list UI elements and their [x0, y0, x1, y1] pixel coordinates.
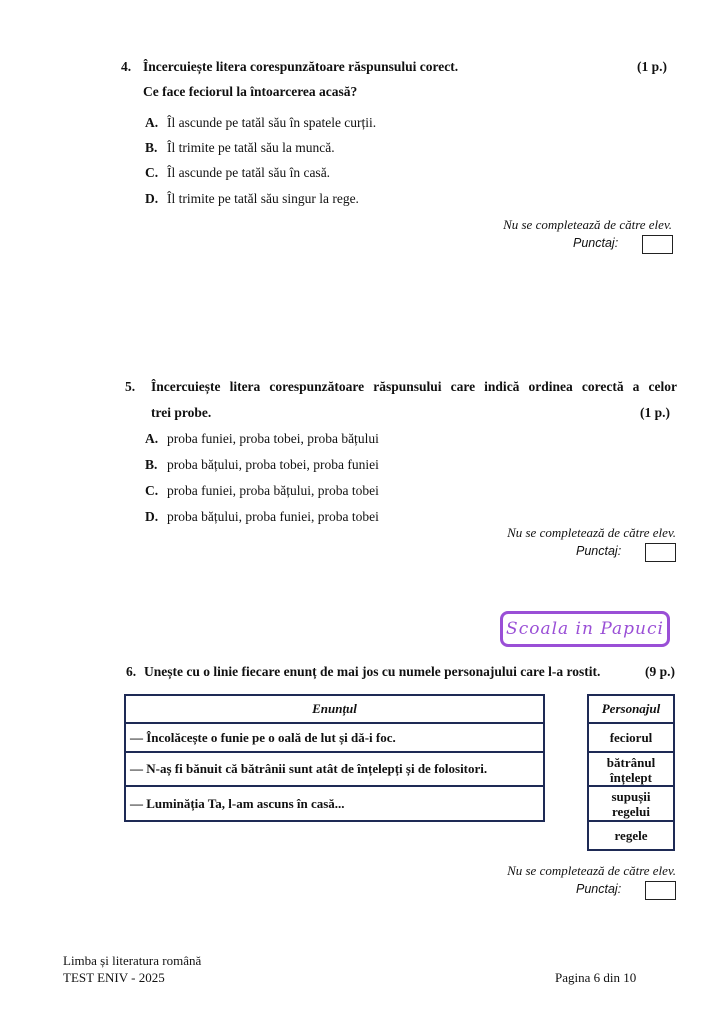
q4-option-c[interactable] [145, 165, 330, 181]
option-text: Îl ascunde pe tatăl său în casă. [167, 165, 331, 180]
q4-punctaj-label: Punctaj: [573, 236, 619, 250]
footer-test: TEST ENIV - 2025 [63, 970, 165, 985]
q5-note: Nu se completează de către elev. [507, 525, 676, 540]
q4-option-d[interactable] [145, 191, 359, 207]
enunt-row[interactable]: — Încolăcește o funie pe o oală de lut și dă-i foc. [124, 722, 545, 753]
option-text: Îl ascunde pe tatăl său în spatele curții. [167, 115, 377, 130]
q5-instruction-line2: trei probe. [151, 405, 212, 420]
q4-number: 4. [121, 59, 132, 74]
q6-punctaj-label: Punctaj: [576, 882, 622, 896]
q4-punctaj-box [642, 235, 673, 254]
option-text: Îl trimite pe tatăl său la muncă. [167, 140, 335, 155]
enunt-header: Enunțul [124, 694, 545, 724]
personaj-table [587, 694, 675, 851]
option-letter: C. [145, 483, 159, 498]
scoala-in-papuci-stamp: Scoala in Papuci [500, 611, 670, 647]
personaj-supusii-regelui[interactable]: supușii regelui [587, 785, 675, 822]
footer-page-number: Pagina 6 din 10 [555, 970, 637, 985]
option-letter: B. [145, 457, 158, 472]
option-letter: A. [145, 431, 159, 446]
option-letter: D. [145, 509, 159, 524]
footer-subject: Limba și literatura română [63, 953, 202, 968]
option-letter: D. [145, 191, 159, 206]
q4-question: Ce face feciorul la întoarcerea acasă? [143, 84, 358, 99]
enunt-table [124, 694, 545, 822]
q4-option-b[interactable] [145, 140, 335, 156]
option-letter: A. [145, 115, 159, 130]
q4-points: (1 p.) [637, 59, 667, 74]
q5-option-d[interactable] [145, 509, 379, 525]
q5-punctaj-label: Punctaj: [576, 544, 622, 558]
personaj-feciorul[interactable]: feciorul [587, 722, 675, 753]
option-text: proba bățului, proba tobei, proba funiei [167, 457, 379, 472]
enunt-row[interactable]: — Luminăția Ta, l-am ascuns în casă... [124, 785, 545, 822]
option-letter: B. [145, 140, 158, 155]
option-text: Îl trimite pe tatăl său singur la rege. [167, 191, 359, 206]
q5-number: 5. [125, 379, 136, 394]
q4-instruction: Încercuiește litera corespunzătoare răspunsului corect. [143, 59, 459, 74]
personaj-header: Personajul [587, 694, 675, 724]
q6-instruction: Unește cu o linie fiecare enunț de mai jos cu numele personajului care l-a rostit. [144, 664, 601, 679]
q5-option-c[interactable] [145, 483, 379, 499]
personaj-batranul-intelept[interactable]: bătrânul înțelept [587, 751, 675, 787]
option-text: proba funiei, proba tobei, proba bățului [167, 431, 379, 446]
q5-option-a[interactable] [145, 431, 379, 447]
q6-points: (9 p.) [645, 664, 675, 679]
personaj-regele[interactable]: regele [587, 820, 675, 851]
option-text: proba bățului, proba funiei, proba tobei [167, 509, 379, 524]
option-text: proba funiei, proba bățului, proba tobei [167, 483, 379, 498]
q6-note: Nu se completează de către elev. [507, 863, 676, 878]
option-letter: C. [145, 165, 159, 180]
q5-instruction-line1: Încercuiește litera corespunzătoare răspunsului care indică ordinea corectă a celor [151, 379, 677, 394]
q4-note: Nu se completează de către elev. [503, 217, 672, 232]
q4-option-a[interactable] [145, 115, 376, 131]
q5-punctaj-box [645, 543, 676, 562]
enunt-row[interactable]: — N-aș fi bănuit că bătrânii sunt atât de înțelepți și de folositori. [124, 751, 545, 787]
q6-punctaj-box [645, 881, 676, 900]
q6-number: 6. [126, 664, 137, 679]
q5-points: (1 p.) [640, 405, 670, 420]
q5-option-b[interactable] [145, 457, 379, 473]
